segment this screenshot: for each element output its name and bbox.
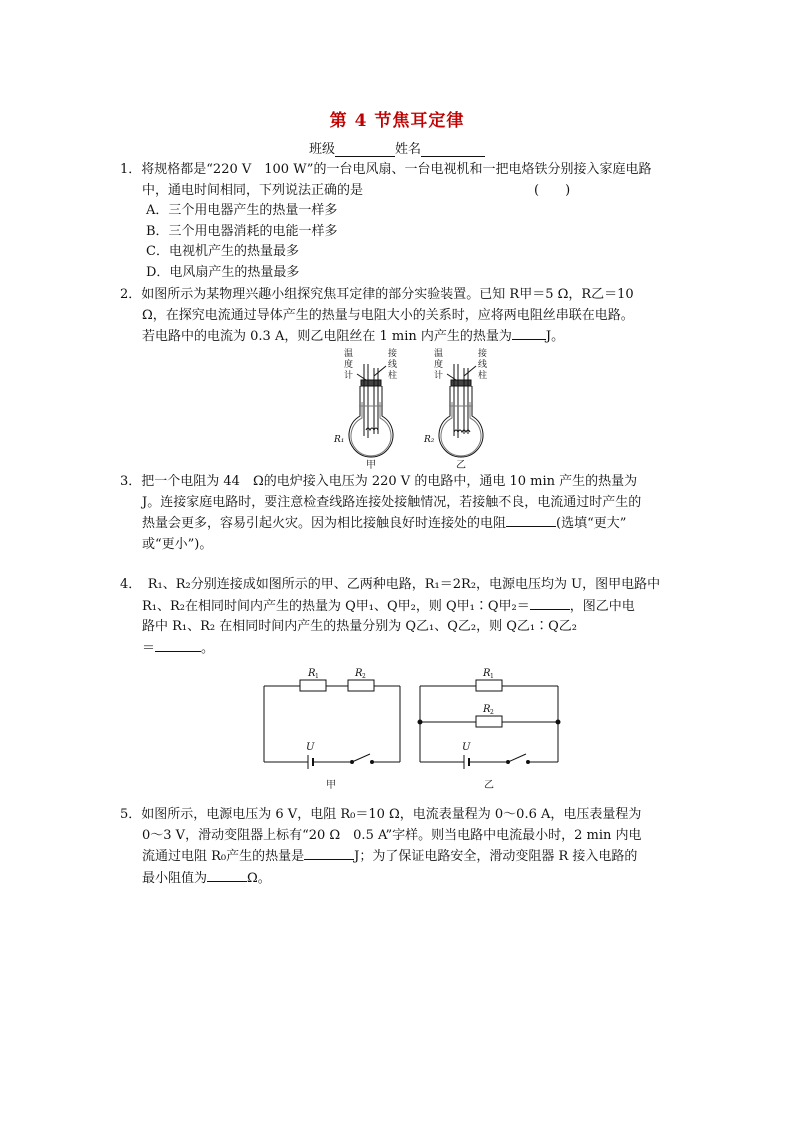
page-title: 第 4 节焦耳定律 bbox=[329, 111, 465, 131]
q1-option-d: D．电风扇产生的热量最多 bbox=[146, 264, 300, 280]
q5-blank-1[interactable] bbox=[304, 846, 354, 860]
q3-line3: 热量会更多，容易引起火灾。因为相比接触良好时连接处的电阻 (选填“更大” bbox=[120, 513, 680, 535]
q2-flask-figure bbox=[330, 346, 510, 474]
q2-line1: 2．如图所示为某物理兴趣小组探究焦耳定律的部分实验装置。已知 R甲＝5 Ω，R乙＝10 bbox=[120, 287, 634, 302]
name-label: 姓名 bbox=[395, 142, 422, 157]
svg-text:线: 线 bbox=[388, 360, 398, 370]
q5-line2: 0～3 V，滑动变阻器上标有“20 Ω 0.5 A”字样。则当电路中电流最小时，2 min 内电 bbox=[142, 827, 642, 843]
yi-r2-label: R bbox=[483, 704, 491, 715]
yi-u-label: U bbox=[462, 742, 471, 753]
q4-line4: ＝ 。 bbox=[120, 638, 680, 660]
q4-blank-1[interactable] bbox=[530, 596, 570, 610]
q1-option-a: A．三个用电器产生的热量一样多 bbox=[146, 203, 338, 219]
question-4 bbox=[120, 575, 680, 659]
jia-r2-label: R bbox=[355, 668, 363, 679]
svg-text:度: 度 bbox=[344, 360, 354, 370]
class-label: 班级 bbox=[308, 142, 335, 157]
svg-text:柱: 柱 bbox=[478, 371, 488, 381]
circuit-yi bbox=[418, 680, 560, 769]
circuit-jia bbox=[264, 680, 400, 769]
q2-line2: Ω，在探究电流通过导体产生的热量与电阻大小的关系时，应将两电阻丝串联在电路。 bbox=[142, 307, 634, 323]
q4-line3: 路中 R₁、R₂ 在相同时间内产生的热量分别为 Q乙₁、Q乙₂，则 Q乙₁∶Q乙₂ bbox=[142, 619, 578, 635]
q4-circuit-figure bbox=[258, 660, 564, 792]
thermometer-label-left bbox=[344, 348, 353, 381]
svg-text:柱: 柱 bbox=[388, 371, 398, 381]
q1-option-c: C．电视机产生的热量最多 bbox=[146, 244, 299, 260]
flask-left bbox=[349, 364, 393, 457]
q3-line2: J。连接家庭电路时，要注意检查线路连接处接触情况，若接触不良，电流通过时产生的 bbox=[142, 494, 642, 510]
jia-r2-sub: 2 bbox=[362, 673, 366, 680]
svg-text:温: 温 bbox=[434, 349, 444, 359]
q5-line4: 最小阻值为 Ω。 bbox=[120, 868, 680, 890]
post-label-right bbox=[478, 347, 487, 381]
q1-line2: 中，通电时间相同，下列说法正确的是 ( ) bbox=[120, 181, 680, 202]
yi-r1-label: R bbox=[483, 668, 491, 679]
jia-r1-label: R bbox=[308, 668, 316, 679]
jia-u-label: U bbox=[306, 742, 315, 753]
yi-r2-sub: 2 bbox=[490, 709, 494, 716]
question-2 bbox=[120, 285, 680, 348]
q5-line1: 5．如图所示，电源电压为 6 V，电阻 R₀＝10 Ω，电流表量程为 0～0.6 A，电压表量程为 bbox=[120, 807, 642, 822]
q2-blank[interactable] bbox=[512, 326, 546, 340]
yi-label: 乙 bbox=[456, 460, 466, 471]
svg-text:度: 度 bbox=[434, 360, 444, 370]
svg-text:温: 温 bbox=[344, 349, 354, 359]
q3-line1: 3．把一个电阻为 44 Ω的电炉接入电压为 220 V 的电路中，通电 10 min 产生的热量为 bbox=[120, 474, 638, 489]
jia-r1-sub: 1 bbox=[315, 673, 319, 680]
q5-blank-2[interactable] bbox=[207, 868, 247, 882]
jia-caption: 甲 bbox=[326, 780, 336, 791]
class-name-line bbox=[0, 138, 794, 157]
svg-text:计: 计 bbox=[434, 371, 444, 381]
q1-option-b: B．三个用电器消耗的电能一样多 bbox=[146, 223, 338, 239]
flask-right bbox=[439, 364, 483, 457]
svg-text:线: 线 bbox=[478, 360, 488, 370]
post-label-left bbox=[388, 347, 397, 381]
q4-blank-2[interactable] bbox=[155, 638, 201, 652]
question-1 bbox=[120, 160, 680, 284]
jia-label: 甲 bbox=[366, 460, 376, 471]
q4-line2: R₁、R₂在相同时间内产生的热量为 Q甲₁、Q甲₂，则 Q甲₁∶Q甲₂＝ ，图乙中电 bbox=[120, 596, 680, 618]
q4-line1: 4． R₁、R₂分别连接成如图所示的甲、乙两种电路，R₁＝2R₂，电源电压均为 U，图甲电路中 bbox=[120, 577, 661, 592]
q5-line3: 流通过电阻 R₀产生的热量是 J；为了保证电路安全，滑动变阻器 R 接入电路的 bbox=[120, 846, 680, 868]
svg-text:接: 接 bbox=[478, 349, 488, 359]
q2-line3: 若电路中的电流为 0.3 A，则乙电阻丝在 1 min 内产生的热量为 J。 bbox=[120, 326, 680, 348]
name-blank[interactable] bbox=[421, 143, 485, 157]
thermometer-label-right bbox=[434, 348, 443, 381]
svg-text:接: 接 bbox=[388, 349, 398, 359]
yi-caption: 乙 bbox=[484, 780, 494, 791]
question-5 bbox=[120, 805, 680, 889]
q1-answer-paren[interactable]: ( ) bbox=[534, 182, 571, 198]
r2-label: R₂ bbox=[424, 435, 435, 445]
q3-blank[interactable] bbox=[506, 513, 556, 527]
r1-label: R₁ bbox=[334, 435, 345, 445]
q3-line4: 或“更小”)。 bbox=[142, 536, 213, 552]
svg-text:计: 计 bbox=[344, 371, 354, 381]
yi-r1-sub: 1 bbox=[490, 673, 494, 680]
question-3 bbox=[120, 472, 680, 555]
q1-line1: 1．将规格都是“220 V 100 W”的一台电风扇、一台电视机和一把电烙铁分别接入家庭电路 bbox=[120, 162, 652, 177]
class-blank[interactable] bbox=[335, 143, 395, 157]
